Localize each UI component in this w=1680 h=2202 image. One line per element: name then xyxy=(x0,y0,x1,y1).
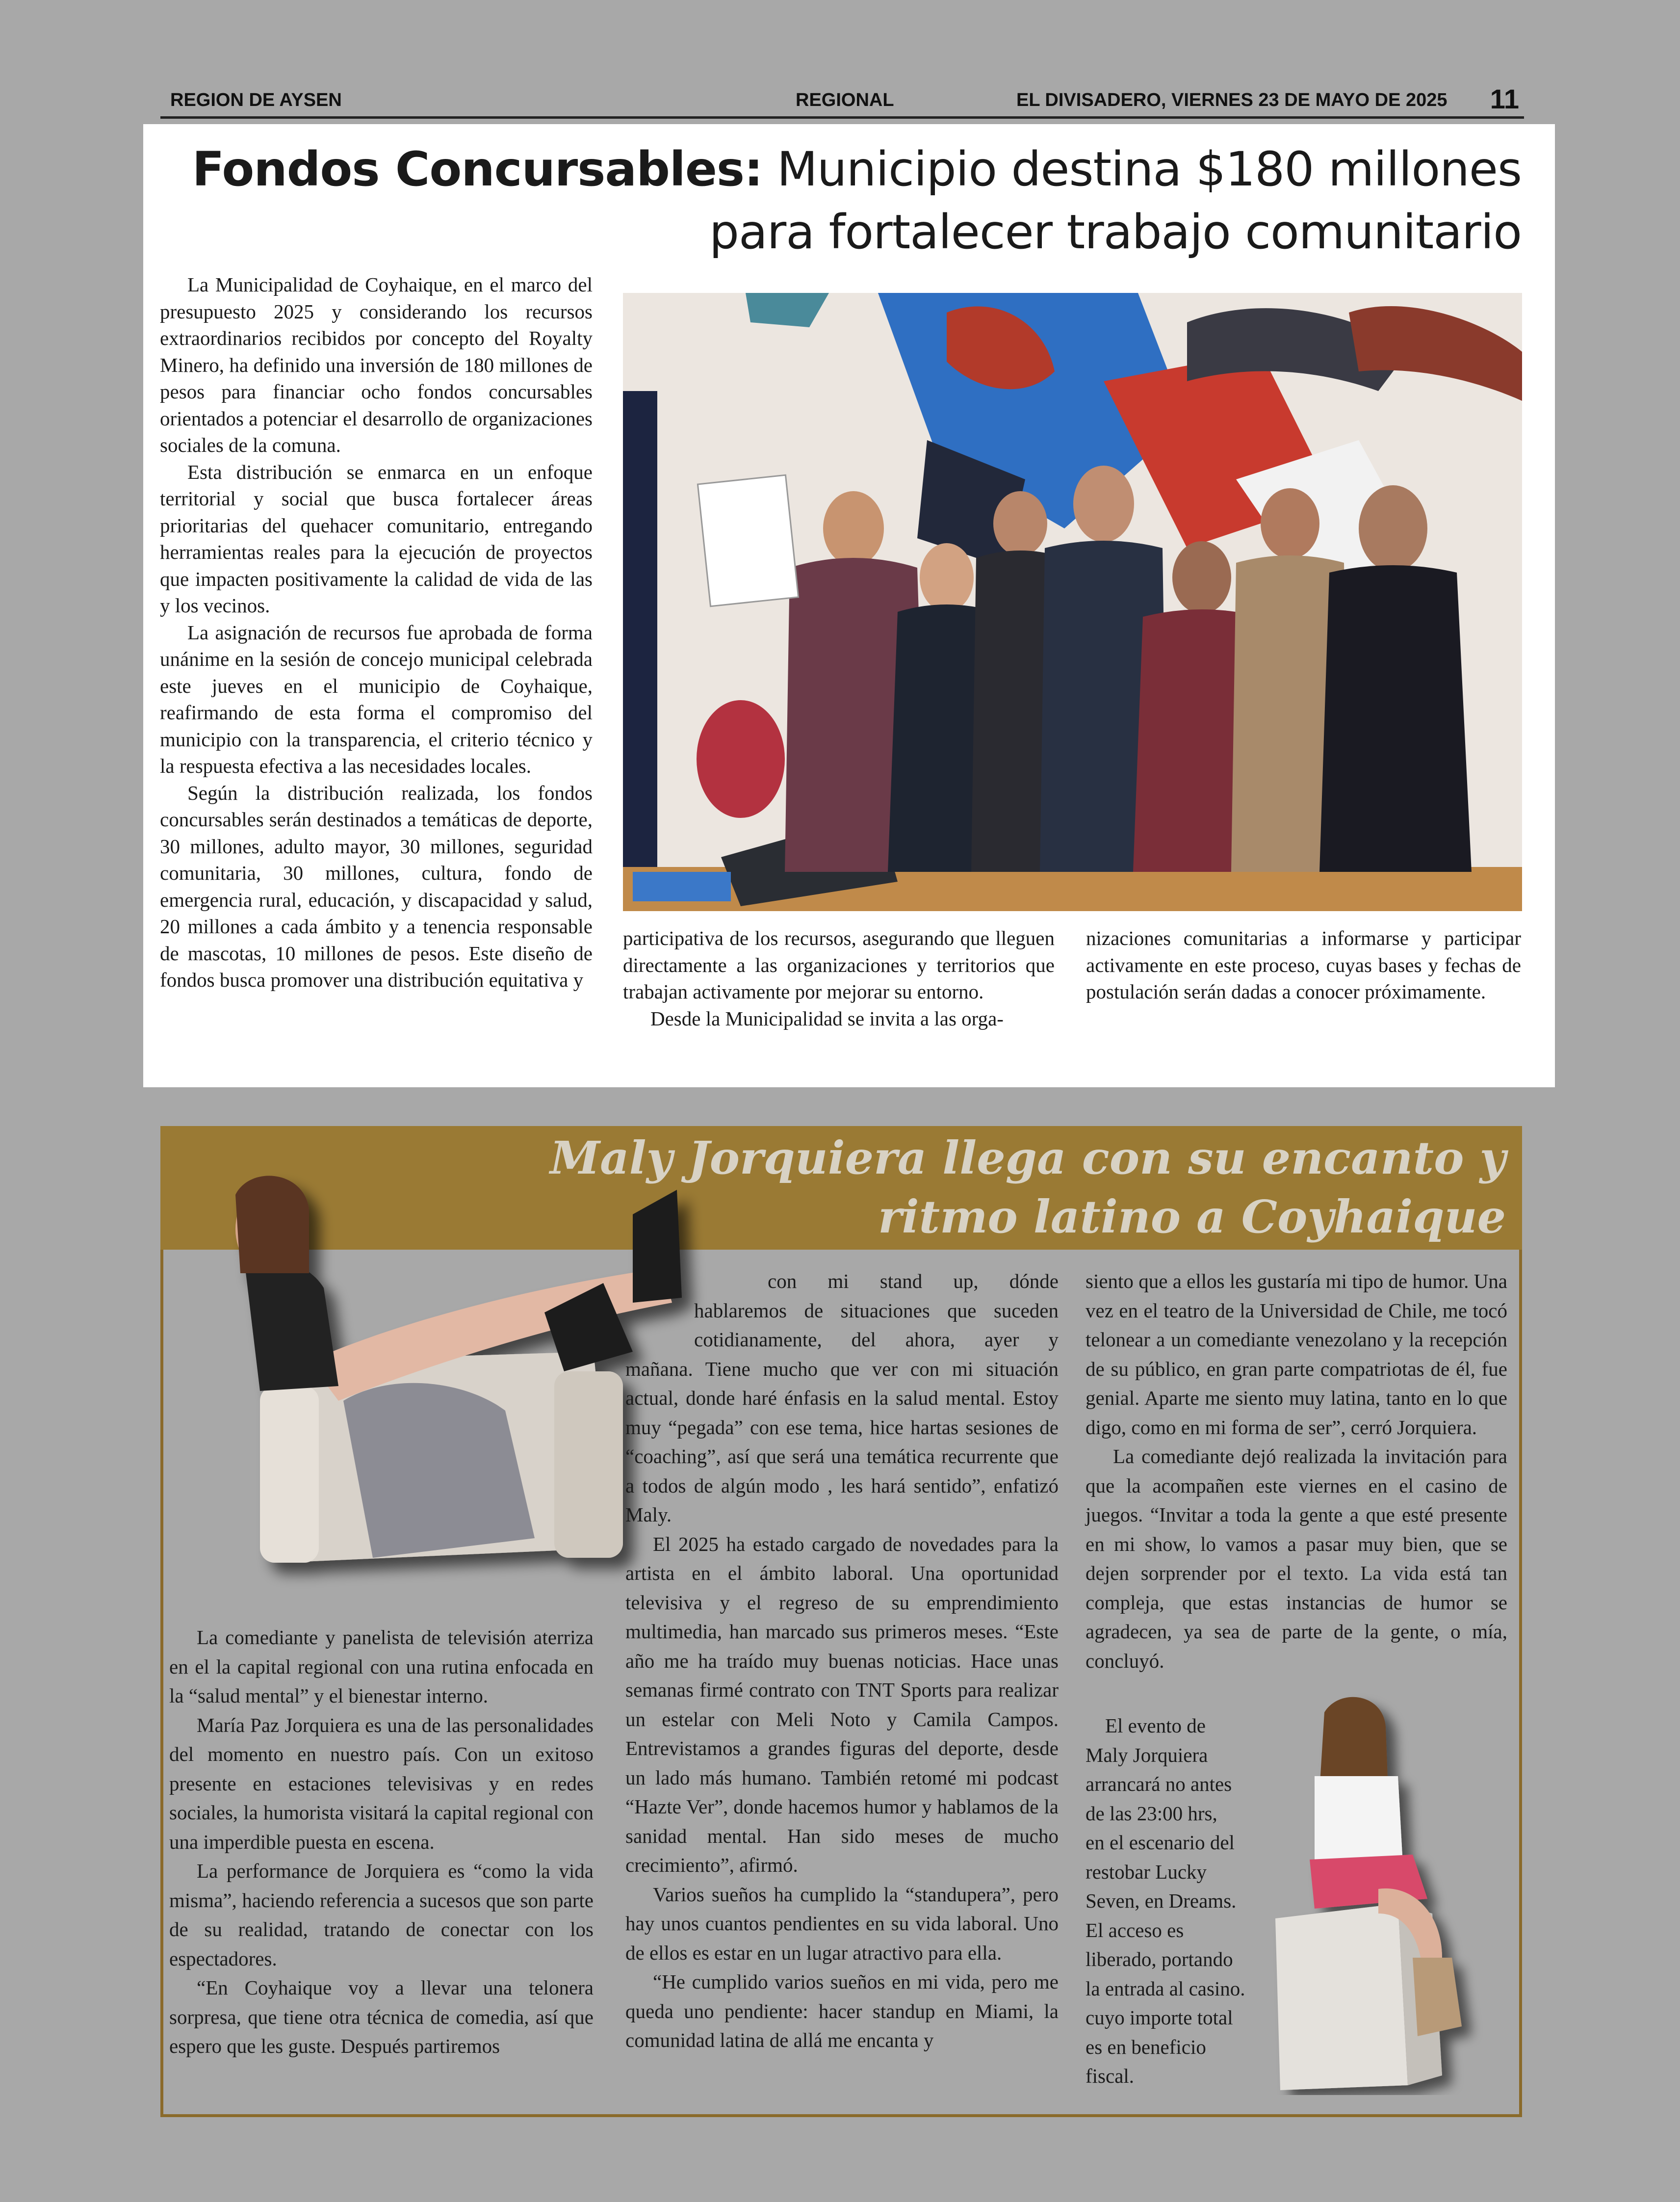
event-line: en el escenario del xyxy=(1086,1831,1235,1854)
article-paragraph: Según la distribución realizada, los fondos concursables serán destinados a temáticas de deporte, 30 millones, adulto mayor, 30 millones, seguridad comunitaria, 30 millones, cultura, fondo de emergencia rural, educación, y discapacidad y salud, 20 millones a cada ámbito y a tenencia responsable de mascotas, 10 millones de pesos. Este diseño de fondos busca promover una distribución equitativa y xyxy=(160,781,593,991)
article-paragraph: Esta distribución se enmarca en un enfoque territorial y social que busca fortalecer áreas prioritarias del quehacer comunitario, entregando herramientas reales para la ejecución de proyectos que impacten positivamente la calidad de vida de las y los vecinos. xyxy=(160,460,593,617)
top-article-column-3 xyxy=(1086,925,1521,1005)
event-line: El evento de xyxy=(1105,1714,1206,1737)
group-photo xyxy=(623,293,1522,911)
headline-line1: Municipio destina $180 millones xyxy=(762,142,1522,197)
wrap-line: cotidianamente, del ahora, ayer y xyxy=(694,1328,1059,1351)
article-paragraph: El 2025 ha estado cargado de novedades para la artista en el ámbito laboral. Una oportunidad televisiva y el regreso de su emprendimiento multimedia, han marcado sus primeros meses. “Este año me ha traído muy buenas noticias. Hace unas semanas firmé contrato con TNT Sports para realizar un estelar con Meli Noto y Camila Campos. Entrevistamos a grandes figuras del deporte, desde un lado más humano. También retomé mi podcast “Hazte Ver”, donde hacemos humor y hablamos de la sanidad mental. Han sido meses de mucho crecimiento”, afirmó. xyxy=(625,1532,1059,1876)
headline-line2: para fortalecer trabajo comunitario xyxy=(709,205,1522,260)
comedian-photo-cube xyxy=(1256,1683,1521,2095)
feature-column-2 xyxy=(625,1267,1059,2055)
article-paragraph: La comediante y panelista de televisión aterriza en el la capital regional con una rutina enfocada en la “salud mental” y el bienestar interno. xyxy=(169,1626,594,1707)
event-line: arrancará no antes xyxy=(1086,1773,1232,1795)
article-paragraph: María Paz Jorquiera es una de las personalidades del momento en nuestro país. Con un exitoso presente en estaciones televisivas y en redes sociales, la humorista visitará la capital regional con una imperdible puesta en escena. xyxy=(169,1713,594,1853)
header-paper-date: EL DIVISADERO, VIERNES 23 DE MAYO DE 2025 xyxy=(1016,90,1447,110)
article-paragraph: nizaciones comunitarias a informarse y participar activamente en este proceso, cuyas bases y fechas de postulación serán dadas a conocer próximamente. xyxy=(1086,927,1521,1003)
article-paragraph: “He cumplido varios sueños en mi vida, pero me queda uno pendiente: hacer standup en Miami, la comunidad latina de allá me encanta y xyxy=(625,1970,1059,2051)
article-paragraph: La asignación de recursos fue aprobada de forma unánime en la sesión de concejo municipal celebrada este jueves en el municipio de Coyhaique, reafirmando de esta forma el compromiso del municipio con la transparencia, el criterio técnico y la respuesta efectiva a las necesidades locales. xyxy=(160,621,593,777)
article-paragraph: La comediante dejó realizada la invitación para que la acompañen este viernes en el casino de juegos. “Invitar a toda la gente a que esté presente en mi show, lo vamos a pasar muy bien, que se dejen sorprender por el texto. La vida está tan compleja, que estas instancias de humor se agradecen, ya sea de parte de la gente, o mía, concluyó. xyxy=(1086,1445,1507,1672)
top-article xyxy=(143,124,1555,1087)
event-details xyxy=(1086,1711,1277,2091)
article-paragraph: Desde la Municipalidad se invita a las orga- xyxy=(650,1007,1004,1030)
article-paragraph: Varios sueños ha cumplido la “standupera”, pero hay unos cuantos pendientes en su vida laboral. Uno de ellos es estar en un lugar atractivo para ella. xyxy=(625,1883,1059,1964)
headline-kicker: Fondos Concursables: xyxy=(192,142,763,197)
event-line: Maly Jorquiera xyxy=(1086,1743,1208,1766)
article-paragraph: mañana. Tiene mucho que ver con mi situación actual, donde haré énfasis en la salud mental. Estoy muy “pegada” con ese tema, hice hartas sesiones de “coaching”, así que será una temática recurrente que a todos de algún modo , les hará sentido”, enfatizó Maly. xyxy=(625,1357,1059,1526)
event-line: fiscal. xyxy=(1086,2065,1135,2087)
event-line: cuyo importe total xyxy=(1086,2006,1233,2029)
running-header xyxy=(160,81,1524,119)
article-paragraph: participativa de los recursos, asegurando que lleguen directamente a las organizaciones y territorios que trabajan activamente por mejorar su entorno. xyxy=(623,927,1055,1003)
top-headline xyxy=(173,138,1522,263)
event-line: es en beneficio xyxy=(1086,2035,1206,2058)
feature-title-line1: Maly Jorquiera llega con su encanto y xyxy=(550,1131,1506,1184)
top-article-column-2 xyxy=(623,925,1055,1032)
event-line: restobar Lucky xyxy=(1086,1860,1207,1883)
feature-column-3 xyxy=(1086,1267,1507,1676)
article-paragraph: “En Coyhaique voy a llevar una telonera sorpresa, que tiene otra técnica de comedia, así que espero que les guste. Después partiremos xyxy=(169,1976,594,2057)
page-number: 11 xyxy=(1490,83,1519,114)
group-photo-illustration xyxy=(623,293,1522,911)
header-region: REGION DE AYSEN xyxy=(170,90,342,110)
event-line: Seven, en Dreams. xyxy=(1086,1889,1237,1912)
comedian-cube-illustration xyxy=(1256,1683,1521,2095)
event-line: El acceso es xyxy=(1086,1918,1184,1941)
feature-column-1 xyxy=(169,1623,594,2061)
header-section: REGIONAL xyxy=(796,90,894,110)
event-line: la entrada al casino. xyxy=(1086,1977,1245,2000)
event-line: de las 23:00 hrs, xyxy=(1086,1802,1217,1825)
feature-title-line2: ritmo latino a Coyhaique xyxy=(878,1190,1506,1243)
article-paragraph: La Municipalidad de Coyhaique, en el marco del presupuesto 2025 y considerando los recursos extraordinarios recibidos por concepto del Royalty Minero, ha definido una inversión de 180 millones de pesos para financiar ocho fondos concursables orientados a potenciar el desarrollo de organizaciones sociales de la comuna. xyxy=(160,273,593,456)
article-paragraph: La performance de Jorquiera es “como la vida misma”, haciendo referencia a sucesos que son parte de su realidad, tratando de conectar con los espectadores. xyxy=(169,1860,594,1970)
top-article-column-1 xyxy=(160,271,593,994)
wrap-line: hablaremos de situaciones que suceden xyxy=(694,1299,1059,1322)
article-paragraph: siento que a ellos les gustaría mi tipo de humor. Una vez en el teatro de la Universidad de Chile, me tocó telonear a un comediante venezolano y la recepción de su público, en gran parte compatriotas de él, fue genial. Aparte me siento muy latina, tanto en lo que digo, como en mi forma de ser”, cerró Jorquiera. xyxy=(1086,1270,1507,1439)
event-line: liberado, portando xyxy=(1086,1948,1233,1970)
wrap-line: con mi stand up, dónde xyxy=(768,1270,1059,1292)
